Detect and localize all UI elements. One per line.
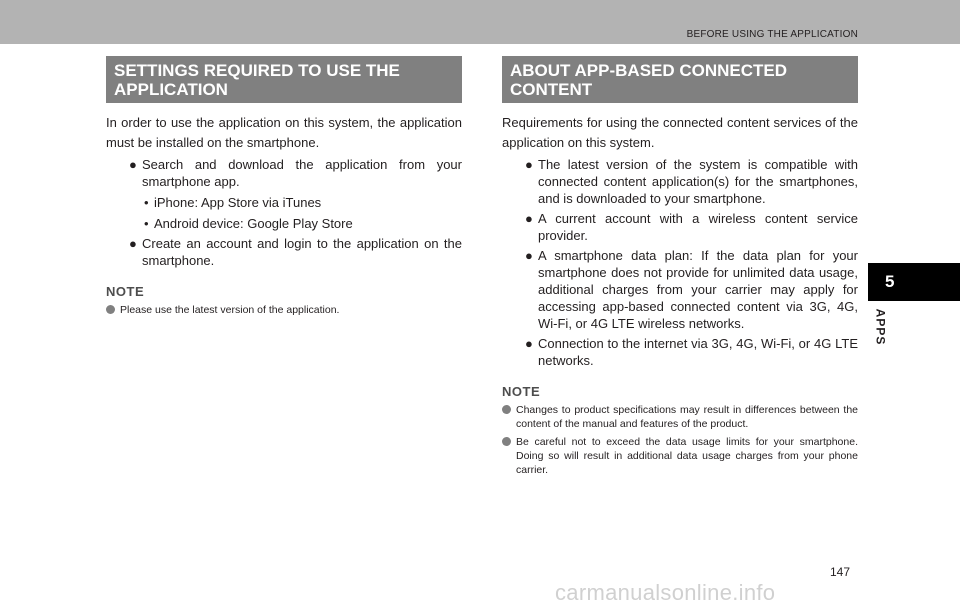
list-item bbox=[502, 210, 858, 244]
bullet-text: The latest version of the system is compatible with connected content application(s) for the smartphones, and is downloaded to your smartphone. bbox=[538, 157, 858, 206]
bullet-text: Create an account and login to the application on the smartphone. bbox=[142, 236, 462, 268]
section-heading-settings: SETTINGS REQUIRED TO USE THE APPLICATION bbox=[106, 56, 462, 103]
connected-intro: Requirements for using the connected content services of the application on this system. bbox=[502, 115, 858, 150]
chapter-label-text: APPS bbox=[873, 308, 888, 346]
note-bullet-icon bbox=[502, 405, 511, 414]
bullet-text: Connection to the internet via 3G, 4G, Wi-Fi, or 4G LTE networks. bbox=[538, 336, 858, 368]
sub-list-item bbox=[106, 215, 462, 232]
bullet-icon: ● bbox=[525, 157, 533, 172]
bullet-icon: ● bbox=[525, 248, 533, 263]
list-item bbox=[502, 156, 858, 207]
sub-bullet-icon: • bbox=[144, 195, 149, 210]
sub-bullet-icon: • bbox=[144, 216, 149, 231]
running-head: BEFORE USING THE APPLICATION bbox=[686, 29, 858, 40]
note-item bbox=[502, 435, 858, 477]
list-item bbox=[502, 335, 858, 369]
note-bullet-icon bbox=[106, 305, 115, 314]
bullet-icon: ● bbox=[525, 336, 533, 351]
chapter-tab bbox=[868, 263, 960, 301]
sub-item-text: Android device: Google Play Store bbox=[154, 216, 353, 231]
bullet-icon: ● bbox=[129, 236, 137, 251]
settings-intro: In order to use the application on this system, the application must be installed on the smartphone. bbox=[106, 115, 462, 150]
left-column bbox=[106, 56, 462, 317]
note-bullet-icon bbox=[502, 437, 511, 446]
bullet-text: Search and download the application from your smartphone app. bbox=[142, 157, 462, 189]
note-title: NOTE bbox=[106, 284, 145, 299]
section-heading-connected-content: ABOUT APP-BASED CONNECTED CONTENT bbox=[502, 56, 858, 103]
sub-list-item bbox=[106, 194, 462, 211]
chapter-number: 5 bbox=[885, 272, 895, 291]
note-item bbox=[502, 403, 858, 431]
page-number: 147 bbox=[830, 565, 851, 579]
list-item bbox=[106, 156, 462, 190]
note-title: NOTE bbox=[502, 384, 541, 399]
note-item bbox=[106, 303, 462, 317]
note-text: Please use the latest version of the application. bbox=[120, 304, 340, 316]
right-column bbox=[502, 56, 858, 477]
list-item bbox=[106, 235, 462, 269]
connected-bullet-list bbox=[502, 156, 858, 369]
settings-bullet-list bbox=[106, 156, 462, 269]
list-item bbox=[502, 247, 858, 332]
chapter-label bbox=[868, 308, 890, 348]
bullet-icon: ● bbox=[525, 211, 533, 226]
bullet-icon: ● bbox=[129, 157, 137, 172]
bullet-text: A current account with a wireless content service provider. bbox=[538, 211, 858, 243]
note-text: Be careful not to exceed the data usage limits for your smartphone. Doing so will result in additional data usage charges from your phone carrier. bbox=[516, 436, 858, 476]
bullet-text: A smartphone data plan: If the data plan for your smartphone does not provide for unlimited data usage, additional charges from your carrier may apply for accessing app-based connected content via 3G, 4G, Wi-Fi, or 4G LTE wireless networks. bbox=[538, 248, 858, 331]
sub-item-text: iPhone: App Store via iTunes bbox=[154, 195, 322, 210]
note-text: Changes to product specifications may result in differences between the content of the manual and features of the product. bbox=[516, 404, 858, 430]
watermark: carmanualsonline.info bbox=[555, 580, 776, 605]
